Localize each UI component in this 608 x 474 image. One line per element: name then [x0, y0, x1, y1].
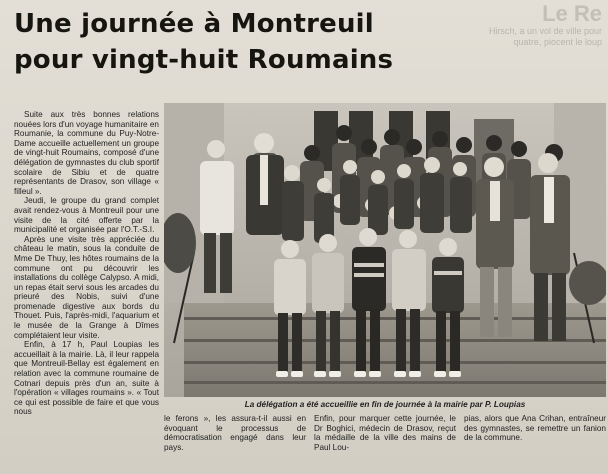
body-paragraph: Enfin, à 17 h, Paul Loupias les accueillait à la mairie. Là, il leur rappela que Montreuil-Bellay est également en relation avec la commune roumaine de Cotnari depuis près d'un an, suite à l'opération « villages roumains ». « Tout ce qui est possible de faire et que vous nous: [14, 340, 159, 417]
body-paragraph: pias, alors que Ana Crihan, entraîneur des gymnastes, se remettre un fanion de la commune.: [464, 414, 606, 443]
article-continuation: [164, 414, 606, 470]
headline-line-2: pour vingt-huit Roumains: [14, 45, 394, 75]
headline-line-1: Une journée à Montreuil: [14, 9, 374, 39]
article-body-column: [14, 110, 159, 460]
continuation-column-2: [314, 414, 456, 470]
body-paragraph: Suite aux très bonnes relations nouées lors d'un voyage humanitaire en Roumanie, la commune du Puy-Notre-Dame accueille actuellement un groupe de vingt-huit Roumains, composé d'une délégation de gymnastes du club sportif scolaire de Sibiu et de quatre représentants de Drasov, son village « filleul ».: [14, 110, 159, 196]
continuation-column-3: [464, 414, 606, 470]
group-photo: [164, 103, 606, 397]
body-paragraph: Après une visite très appréciée du château le matin, sous la conduite de Mme De Thuy, les hôtes roumains de la commune ont pu découvrir les installations du collège Calypso. A midi, un repas était servi sous les arcades du prieuré des Nobis, suivi d'une promenade digestive aux bords du Thouet. Puis, l'après-midi, l'aquarium et le musée de la Grange à Dîmes complétaient leur visite.: [14, 234, 159, 340]
article-headline: [14, 6, 484, 78]
continuation-column-1: [164, 414, 306, 470]
group-photo-illustration: [164, 103, 606, 397]
photo-caption: La délégation a été accueillie en fin de journée à la mairie par P. Loupias: [244, 400, 526, 409]
body-paragraph: le ferons », les assura-t-il aussi en évoquant le processus de démocratisation engagé dans leur pays.: [164, 414, 306, 452]
bleed-through-heading: Le Re: [542, 2, 602, 26]
body-paragraph: Enfin, pour marquer cette journée, le Dr Boghici, médecin de Drasov, reçut la médaille de la ville des mains de Paul Lou-: [314, 414, 456, 452]
bleed-through-body: Hirsch, a un vol de ville pour quatre, piocent le loup: [488, 26, 602, 47]
body-paragraph: Jeudi, le groupe du grand complet avait rendez-vous à Montreuil pour une visite de la cité offerte par la municipalité et organisée par l'O.T.-S.I.: [14, 196, 159, 235]
